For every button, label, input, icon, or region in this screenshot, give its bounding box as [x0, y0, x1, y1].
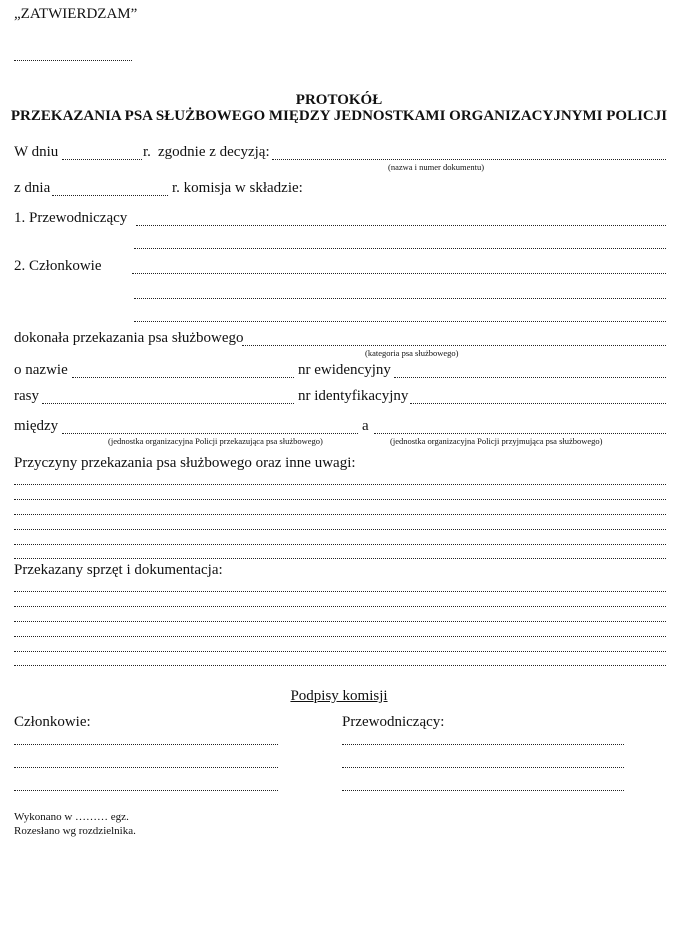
equipment-label: Przekazany sprzęt i dokumentacja:: [14, 562, 223, 578]
equipment-line-1[interactable]: [14, 591, 666, 592]
member-field-2[interactable]: [134, 298, 666, 299]
dokonala-label: dokonała przekazania psa służbowego: [14, 330, 244, 346]
member-signature-1[interactable]: [14, 744, 278, 745]
equipment-line-4[interactable]: [14, 636, 666, 637]
reasons-line-6[interactable]: [14, 558, 666, 559]
reasons-line-3[interactable]: [14, 514, 666, 515]
category-field[interactable]: [242, 345, 666, 346]
unit-to-field[interactable]: [374, 433, 666, 434]
unit-from-hint: (jednostka organizacyjna Policji przekazująca psa służbowego): [108, 436, 323, 446]
equipment-line-3[interactable]: [14, 621, 666, 622]
signatures-title: Podpisy komisji: [290, 688, 388, 704]
nr-ident-label: nr identyfikacyjny: [298, 388, 409, 404]
date-field[interactable]: [62, 159, 142, 160]
dog-name-field[interactable]: [72, 377, 294, 378]
r-label: r.: [143, 144, 151, 160]
o-nazwie-label: o nazwie: [14, 362, 68, 378]
chairman-signature-3[interactable]: [342, 790, 624, 791]
chairman-signature-2[interactable]: [342, 767, 624, 768]
chairman-field-1[interactable]: [136, 225, 666, 226]
w-dniu-label: W dniu: [14, 144, 59, 160]
title-line-1: PROTOKÓŁ: [295, 92, 383, 108]
member-field-3[interactable]: [134, 321, 666, 322]
z-dnia-field[interactable]: [52, 195, 168, 196]
equipment-line-6[interactable]: [14, 665, 666, 666]
member-field-1[interactable]: [132, 273, 666, 274]
approve-signature-line[interactable]: [14, 60, 132, 61]
nr-ewid-label: nr ewidencyjny: [298, 362, 391, 378]
decision-field[interactable]: [272, 159, 666, 160]
komisja-label: r. komisja w składzie:: [172, 180, 303, 196]
nr-ewid-field[interactable]: [394, 377, 666, 378]
reasons-label: Przyczyny przekazania psa służbowego oraz inne uwagi:: [14, 455, 356, 471]
unit-from-field[interactable]: [62, 433, 358, 434]
miedzy-label: między: [14, 418, 59, 434]
equipment-line-2[interactable]: [14, 606, 666, 607]
member-signature-3[interactable]: [14, 790, 278, 791]
reasons-line-4[interactable]: [14, 529, 666, 530]
breed-field[interactable]: [42, 403, 294, 404]
member-signature-2[interactable]: [14, 767, 278, 768]
members-signature-label: Członkowie:: [14, 714, 91, 730]
distribution-note: Rozesłano wg rozdzielnika.: [14, 825, 136, 837]
category-hint: (kategoria psa służbowego): [365, 348, 459, 358]
nr-ident-field[interactable]: [410, 403, 666, 404]
zgodnie-label: zgodnie z decyzją:: [158, 144, 270, 160]
members-label: 2. Członkowie: [14, 258, 102, 274]
title-line-2: PRZEKAZANIA PSA SŁUŻBOWEGO MIĘDZY JEDNOSTKAMI ORGANIZACYJNYMI POLICJI: [10, 108, 668, 124]
decision-hint: (nazwa i numer dokumentu): [388, 162, 485, 172]
chairman-signature-label: Przewodniczący:: [342, 714, 445, 730]
copies-note: Wykonano w ……… egz.: [14, 811, 129, 823]
reasons-line-1[interactable]: [14, 484, 666, 485]
chairman-field-2[interactable]: [134, 248, 666, 249]
chairman-signature-1[interactable]: [342, 744, 624, 745]
reasons-line-2[interactable]: [14, 499, 666, 500]
approve-label: „ZATWIERDZAM”: [14, 6, 138, 22]
z-dnia-label: z dnia: [14, 180, 51, 196]
unit-to-hint: (jednostka organizacyjna Policji przyjmująca psa służbowego): [390, 436, 603, 446]
rasy-label: rasy: [14, 388, 39, 404]
equipment-line-5[interactable]: [14, 651, 666, 652]
chairman-label: 1. Przewodniczący: [14, 210, 128, 226]
a-label: a: [362, 418, 369, 434]
reasons-line-5[interactable]: [14, 544, 666, 545]
